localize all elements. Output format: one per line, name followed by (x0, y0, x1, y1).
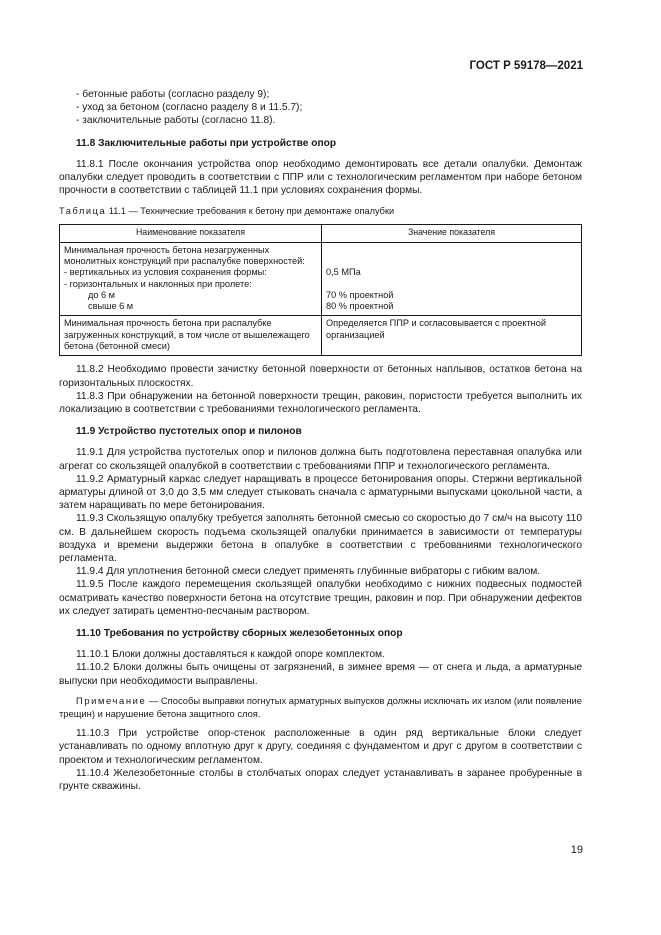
paragraph-11-8-2: 11.8.2 Необходимо провести зачистку бетонной поверхности от бетонных наплывов, остатков бетона на горизонтальных плоскостях. (59, 364, 582, 389)
paragraph-11-9-5: 11.9.5 После каждого перемещения скользящей опалубки необходимо с нижних подвесных подмостей осматривать качество поверхности бетона на отсутствие трещин, раковин и пор. При обнаружении дефектов их следует затирать цементно-песчаным раствором. (59, 579, 582, 617)
list-item: - уход за бетоном (согласно разделу 8 и 11.5.7); (76, 102, 303, 114)
paragraph-11-10-4: 11.10.4 Железобетонные столбы в столбчатых опорах следует устанавливать в заранее пробуренные в грунте скважины. (59, 767, 582, 792)
paragraph-11-9-3: 11.9.3 Скользящую опалубку требуется заполнять бетонной смесью со скоростью до 7 см/ч на высоту 110 см. В дальнейшем скорость подъема скользящей опалубки принимается в зависимости от температуры воздуха и времени выдержки бетона в опалубке в соответствии с требованиями технологического регламента. (59, 513, 582, 564)
note: Примечание — Способы выправки погнутых арматурных выпусков должны исключать их излом (или появление трещин) и нарушение бетона защитного слоя. (59, 694, 582, 719)
page-content (59, 88, 582, 793)
paragraph-11-10-1: 11.10.1 Блоки должны доставляться к каждой опоре комплектом. (76, 649, 385, 661)
paragraph-11-10-2: 11.10.2 Блоки должны быть очищены от загрязнений, в зимнее время — от снега и льда, а арматурные выпуски при необходимости выправлены. (59, 662, 582, 687)
paragraph-11-10-3: 11.10.3 При устройстве опор-стенок расположенные в один ряд вертикальные блоки следует устанавливать по одному вплотную друг к другу, соединяя с фундаментом и друг с другом в соответствии с проектом и технологическим регламентом. (59, 728, 582, 766)
table-header-cell: Наименование показателя (60, 224, 322, 242)
section-heading-11-8: 11.8 Заключительные работы при устройстве опор (76, 137, 337, 149)
table-cell: Минимальная прочность бетона незагруженных монолитных конструкций при распалубке поверхностей: - вертикальных из условия сохранения формы: - горизонтальных и наклонных при пролете: до 6 м свыше 6 м (60, 242, 322, 316)
list-item: - бетонные работы (согласно разделу 9); (76, 89, 270, 100)
paragraph-11-9-2: 11.9.2 Арматурный каркас следует наращивать в процессе бетонирования опоры. Стержни вертикальной арматуры длиной от 3,0 до 3,5 мм следует стыковать сначала с арматурными выпусками цокольной части, а затем наращивать по мере бетонирования. (59, 473, 582, 512)
table-caption: Таблица 11.1 — Технические требования к бетону при демонтаже опалубки (59, 206, 395, 217)
table-header-cell: Значение показателя (322, 224, 582, 242)
paragraph-11-8-1: 11.8.1 После окончания устройства опор необходимо демонтировать все детали опалубки. Демонтаж опалубки следует проводить в соответствии с ППР или с технологическим регламентом при наборе бетоном прочности в соответствии с таблицей 11.1 при условиях сохранения формы. (59, 158, 582, 197)
document-code: ГОСТ Р 59178—2021 (469, 60, 583, 72)
section-heading-11-9: 11.9 Устройство пустотелых опор и пилонов (76, 426, 302, 438)
table-cell: Минимальная прочность бетона при распалубке загруженных конструкций, в том числе от вышележащего бетона (бетонной смеси) (60, 316, 322, 356)
section-heading-11-10: 11.10 Требования по устройству сборных железобетонных опор (76, 627, 403, 639)
table-header-row (60, 224, 582, 242)
paragraph-11-8-3: 11.8.3 При обнаружении на бетонной поверхности трещин, раковин, пористости требуется выполнить их локализацию в соответствии с требованиями технологического регламента. (59, 390, 582, 415)
table-row (60, 316, 582, 356)
table-cell: Определяется ППР и согласовывается с проектной организацией (322, 316, 582, 356)
table-cell: 0,5 МПа 70 % проектной 80 % проектной (322, 242, 582, 316)
table-row (60, 242, 582, 316)
list-item: - заключительные работы (согласно 11.8). (76, 115, 276, 127)
page-number: 19 (570, 844, 583, 856)
paragraph-11-9-1: 11.9.1 Для устройства пустотелых опор и пилонов должна быть подготовлена переставная опалубка или агрегат со скользящей опалубкой в соответствии с требованиями ППР и технологического регламента. (59, 447, 582, 472)
requirements-table (59, 224, 582, 357)
paragraph-11-9-4: 11.9.4 Для уплотнения бетонной смеси следует применять глубинные вибраторы с гибким валом. (76, 566, 541, 578)
